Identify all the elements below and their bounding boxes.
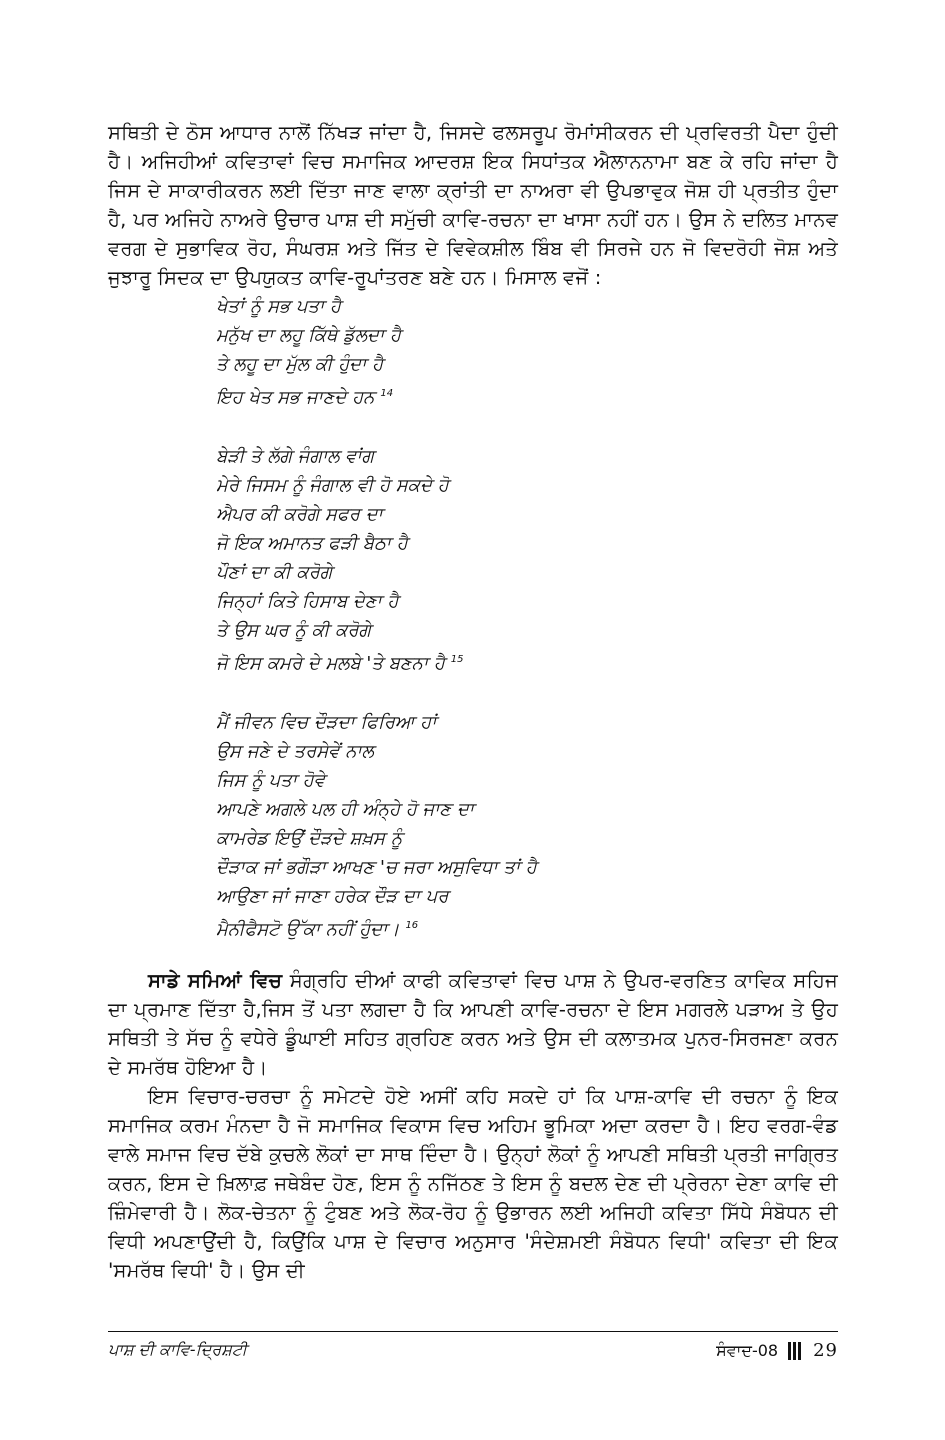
poem-line (216, 766, 838, 795)
footnote-marker: 14 (380, 388, 394, 399)
poem-line-text: ਜੋ ਇਕ ਅਮਾਨਤ ਫੜੀ ਬੈਠਾ ਹੈ (216, 533, 408, 554)
poem-line (216, 587, 838, 616)
book-title: ਸਾਡੇ ਸਮਿਆਂ ਵਿਚ (148, 969, 283, 992)
poem-line (216, 616, 838, 645)
poem-line-text: ਮੈਨੀਫੈਸਟੋ ਉੱਕਾ ਨਹੀਂ ਹੁੰਦਾ। (216, 919, 400, 940)
poem-line (216, 471, 838, 500)
poem-line-text: ਜੋ ਇਸ ਕਮਰੇ ਦੇ ਮਲਬੇ 'ਤੇ ਬਣਨਾ ਹੈ (216, 653, 445, 674)
poem-line (216, 292, 838, 321)
poem-line-text: ਮੇਰੇ ਜਿਸਮ ਨੂੰ ਜੰਗਾਲ ਵੀ ਹੋ ਸਕਦੇ ਹੋ (216, 475, 449, 496)
poem-line (216, 737, 838, 766)
running-title: ਪਾਸ਼ ਦੀ ਕਾਵਿ-ਦ੍ਰਿਸ਼ਟੀ (108, 1340, 247, 1359)
poem-line-text: ਦੌੜਾਕ ਜਾਂ ਭਗੌੜਾ ਆਖਣ 'ਚ ਜਰਾ ਅਸੁਵਿਧਾ ਤਾਂ ਹੈ (216, 857, 537, 878)
poem-line (216, 708, 838, 737)
poem-stanza (216, 292, 838, 412)
poem-line (216, 853, 838, 882)
footer-rule (108, 1331, 838, 1332)
poem-line (216, 500, 838, 529)
poem-line-text: ਪੌਣਾਂ ਦਾ ਕੀ ਕਰੋਗੇ (216, 562, 333, 583)
poem-line (216, 558, 838, 587)
footnote-marker: 15 (450, 654, 464, 665)
stanza-gap (216, 678, 838, 708)
poem-line (216, 824, 838, 853)
stanza-gap (216, 412, 838, 442)
paragraph-2-text: ਸੰਗ੍ਰਹਿ ਦੀਆਂ ਕਾਫੀ ਕਵਿਤਾਵਾਂ ਵਿਚ ਪਾਸ਼ ਨੇ ਉਪਰ-ਵਰਣਿਤ ਕਾਵਿਕ ਸਹਿਜ ਦਾ ਪ੍ਰਮਾਣ ਦਿੱਤਾ ਹੈ,ਜਿਸ ਤੋਂ ਪਤਾ ਲਗਦਾ ਹੈ ਕਿ ਆਪਣੀ ਕਾਵਿ-ਰਚਨਾ ਦੇ ਇਸ ਮਗਰਲੇ ਪੜਾਅ ਤੇ ਉਹ ਸਥਿਤੀ ਤੇ ਸੱਚ ਨੂੰ ਵਧੇਰੇ ਡੂੰਘਾਈ ਸਹਿਤ ਗ੍ਰਹਿਣ ਕਰਨ ਅਤੇ ਉਸ ਦੀ ਕਲਾਤਮਕ ਪੁਨਰ-ਸਿਰਜਣਾ ਕਰਨ ਦੇ ਸਮਰੱਥ ਹੋਇਆ ਹੈ। (108, 969, 838, 1079)
poem-stanza (216, 708, 838, 944)
poem-line (216, 645, 838, 678)
footer-right (716, 1340, 838, 1361)
poem-line-text: ਇਹ ਖੇਤ ਸਭ ਜਾਣਦੇ ਹਨ (216, 387, 375, 408)
poem-line (216, 379, 838, 412)
poem-line-text: ਆਪਣੇ ਅਗਲੇ ਪਲ ਹੀ ਅੰਨ੍ਹੇ ਹੋ ਜਾਣ ਦਾ (216, 799, 474, 820)
poem-line (216, 882, 838, 911)
poem-stanza (216, 442, 838, 678)
page-number: 29 (813, 1340, 838, 1361)
poem-line-text: ਮਨੁੱਖ ਦਾ ਲਹੂ ਕਿੱਥੇ ਡੁੱਲਦਾ ਹੈ (216, 325, 401, 346)
journal-name: ਸੰਵਾਦ-08 (716, 1340, 779, 1360)
poem-line-text: ਜਿਨ੍ਹਾਂ ਕਿਤੇ ਹਿਸਾਬ ਦੇਣਾ ਹੈ (216, 591, 399, 612)
page-footer (108, 1340, 838, 1368)
poem-line-text: ਜਿਸ ਨੂੰ ਪਤਾ ਹੋਵੇ (216, 770, 326, 791)
footnote-marker: 16 (405, 920, 419, 931)
poem-line-text: ਉਸ ਜਣੇ ਦੇ ਤਰਸੇਵੇਂ ਨਾਲ (216, 741, 374, 762)
poem-line-text: ਆਉਣਾ ਜਾਂ ਜਾਣਾ ਹਰੇਕ ਦੌੜ ਦਾ ਪਰ (216, 886, 449, 907)
poem-line-text: ਖੇਤਾਂ ਨੂੰ ਸਭ ਪਤਾ ਹੈ (216, 296, 341, 317)
poem-line (216, 321, 838, 350)
poem-line (216, 529, 838, 558)
poem-line (216, 795, 838, 824)
poem-line (216, 350, 838, 379)
poem-line-text: ਬੇੜੀ ਤੇ ਲੱਗੇ ਜੰਗਾਲ ਵਾਂਗ (216, 446, 374, 467)
poem-line-text: ਤੇ ਲਹੂ ਦਾ ਮੁੱਲ ਕੀ ਹੁੰਦਾ ਹੈ (216, 354, 384, 375)
poem-line (216, 442, 838, 471)
poem-line-text: ਤੇ ਉਸ ਘਰ ਨੂੰ ਕੀ ਕਰੋਗੇ (216, 620, 372, 641)
paragraph-3: ਇਸ ਵਿਚਾਰ-ਚਰਚਾ ਨੂੰ ਸਮੇਟਦੇ ਹੋਏ ਅਸੀਂ ਕਹਿ ਸਕਦੇ ਹਾਂ ਕਿ ਪਾਸ਼-ਕਾਵਿ ਦੀ ਰਚਨਾ ਨੂੰ ਇਕ ਸਮਾਜਿਕ ਕਰਮ ਮੰਨਦਾ ਹੈ ਜੋ ਸਮਾਜਿਕ ਵਿਕਾਸ ਵਿਚ ਅਹਿਮ ਭੂਮਿਕਾ ਅਦਾ ਕਰਦਾ ਹੈ। ਇਹ ਵਰਗ-ਵੰਡ ਵਾਲੇ ਸਮਾਜ ਵਿਚ ਦੱਬੇ ਕੁਚਲੇ ਲੋਕਾਂ ਦਾ ਸਾਥ ਦਿੰਦਾ ਹੈ। ਉਨ੍ਹਾਂ ਲੋਕਾਂ ਨੂੰ ਆਪਣੀ ਸਥਿਤੀ ਪ੍ਰਤੀ ਜਾਗ੍ਰਿਤ ਕਰਨ, ਇਸ ਦੇ ਖ਼ਿਲਾਫ਼ ਜਥੇਬੰਦ ਹੋਣ, ਇਸ ਨੂੰ ਨਜਿੱਠਣ ਤੇ ਇਸ ਨੂੰ ਬਦਲ ਦੇਣ ਦੀ ਪ੍ਰੇਰਨਾ ਦੇਣਾ ਕਾਵਿ ਦੀ ਜ਼ਿੰਮੇਵਾਰੀ ਹੈ। ਲੋਕ-ਚੇਤਨਾ ਨੂੰ ਟੁੰਬਣ ਅਤੇ ਲੋਕ-ਰੋਹ ਨੂੰ ਉਭਾਰਨ ਲਈ ਅਜਿਹੀ ਕਵਿਤਾ ਸਿੱਧੇ ਸੰਬੋਧਨ ਦੀ ਵਿਧੀ ਅਪਣਾਉਂਦੀ ਹੈ, ਕਿਉਂਕਿ ਪਾਸ਼ ਦੇ ਵਿਚਾਰ ਅਨੁਸਾਰ 'ਸੰਦੇਸ਼ਮਈ ਸੰਬੋਧਨ ਵਿਧੀ' ਕਵਿਤਾ ਦੀ ਇਕ 'ਸਮਰੱਥ ਵਿਧੀ' ਹੈ। ਉਸ ਦੀ (108, 1085, 838, 1282)
poem-line-text: ਮੈਂ ਜੀਵਨ ਵਿਚ ਦੌੜਦਾ ਫਿਰਿਆ ਹਾਂ (216, 712, 437, 733)
paragraph-2 (108, 966, 838, 1082)
intro-paragraph: ਸਥਿਤੀ ਦੇ ਠੋਸ ਆਧਾਰ ਨਾਲੋਂ ਨਿੱਖੜ ਜਾਂਦਾ ਹੈ, ਜਿਸਦੇ ਫਲਸਰੂਪ ਰੋਮਾਂਸੀਕਰਨ ਦੀ ਪ੍ਰਵਿਰਤੀ ਪੈਦਾ ਹੁੰਦੀ ਹੈ। ਅਜਿਹੀਆਂ ਕਵਿਤਾਵਾਂ ਵਿਚ ਸਮਾਜਿਕ ਆਦਰਸ਼ ਇਕ ਸਿਧਾਂਤਕ ਐਲਾਨਨਾਮਾ ਬਣ ਕੇ ਰਹਿ ਜਾਂਦਾ ਹੈ ਜਿਸ ਦੇ ਸਾਕਾਰੀਕਰਨ ਲਈ ਦਿੱਤਾ ਜਾਣ ਵਾਲਾ ਕ੍ਰਾਂਤੀ ਦਾ ਨਾਅਰਾ ਵੀ ਉਪਭਾਵੁਕ ਜੋਸ਼ ਹੀ ਪ੍ਰਤੀਤ ਹੁੰਦਾ ਹੈ, ਪਰ ਅਜਿਹੇ ਨਾਅਰੇ ਉਚਾਰ ਪਾਸ਼ ਦੀ ਸਮੁੱਚੀ ਕਾਵਿ-ਰਚਨਾ ਦਾ ਖਾਸਾ ਨਹੀਂ ਹਨ। ਉਸ ਨੇ ਦਲਿਤ ਮਾਨਵ ਵਰਗ ਦੇ ਸੁਭਾਵਿਕ ਰੋਹ, ਸੰਘਰਸ਼ ਅਤੇ ਜਿੱਤ ਦੇ ਵਿਵੇਕਸ਼ੀਲ ਬਿੰਬ ਵੀ ਸਿਰਜੇ ਹਨ ਜੋ ਵਿਦਰੋਹੀ ਜੋਸ਼ ਅਤੇ ਜੁਝਾਰੂ ਸਿਦਕ ਦਾ ਉਪਯੁਕਤ ਕਾਵਿ-ਰੂਪਾਂਤਰਣ ਬਣੇ ਹਨ। ਮਿਸਾਲ ਵਜੋਂ : (108, 121, 838, 289)
poem-block (216, 292, 838, 944)
poem-line (216, 911, 838, 944)
bars-icon (788, 1342, 803, 1360)
page-body (108, 118, 838, 1285)
poem-line-text: ਐਪਰ ਕੀ ਕਰੋਗੇ ਸਫਰ ਦਾ (216, 504, 383, 525)
poem-line-text: ਕਾਮਰੇਡ ਇਉਂ ਦੌੜਦੇ ਸ਼ਖ਼ਸ ਨੂੰ (216, 828, 403, 849)
